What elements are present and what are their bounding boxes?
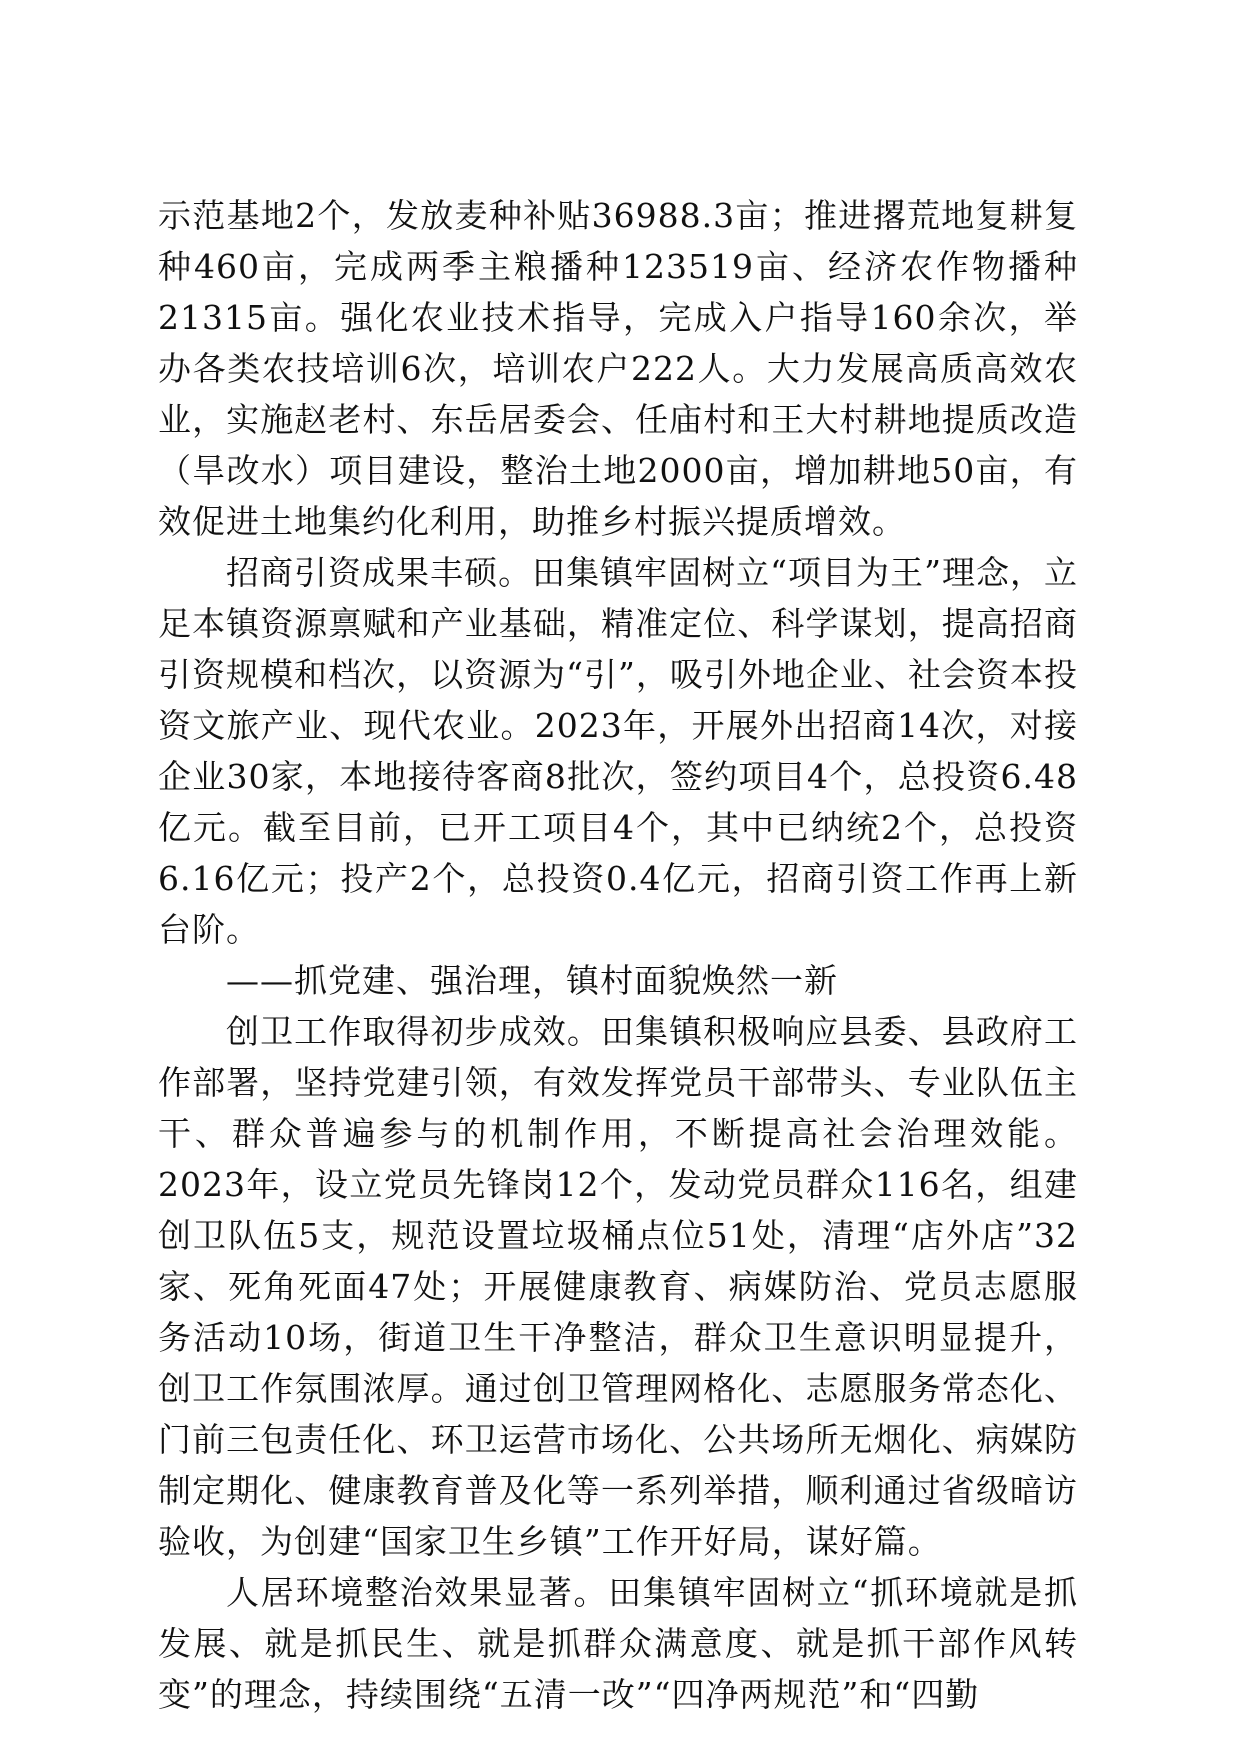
- paragraph-sanitation-work: 创卫工作取得初步成效。田集镇积极响应县委、县政府工作部署，坚持党建引领，有效发挥党员干部带头、专业队伍主干、群众普遍参与的机制作用，不断提高社会治理效能。2023年，设立党员先锋岗12个，发动党员群众116名，组建创卫队伍5支，规范设置垃圾桶点位51处，清理“店外店”32家、死角死面47处；开展健康教育、病媒防治、党员志愿服务活动10场，街道卫生干净整洁，群众卫生意识明显提升，创卫工作氛围浓厚。通过创卫管理网格化、志愿服务常态化、门前三包责任化、环卫运营市场化、公共场所无烟化、病媒防制定期化、健康教育普及化等一系列举措，顺利通过省级暗访验收，为创建“国家卫生乡镇”工作开好局，谋好篇。: [158, 1012, 1078, 1561]
- paragraph-living-environment: 人居环境整治效果显著。田集镇牢固树立“抓环境就是抓发展、就是抓民生、就是抓群众满意度、就是抓干部作风转变”的理念，持续围绕“五清一改”“四净两规范”和“四勤: [158, 1573, 1078, 1714]
- paragraph-investment-attraction: 招商引资成果丰硕。田集镇牢固树立“项目为王”理念，立足本镇资源禀赋和产业基础，精准定位、科学谋划，提高招商引资规模和档次，以资源为“引”，吸引外地企业、社会资本投资文旅产业、现代农业。2023年，开展外出招商14次，对接企业30家，本地接待客商8批次，签约项目4个，总投资6.48亿元。截至目前，已开工项目4个，其中已纳统2个，总投资6.16亿元；投产2个，总投资0.4亿元，招商引资工作再上新台阶。: [158, 553, 1078, 949]
- document-body: [158, 190, 1078, 1720]
- paragraph-agriculture-continuation: 示范基地2个，发放麦种补贴36988.3亩；推进撂荒地复耕复种460亩，完成两季主粮播种123519亩、经济农作物播种21315亩。强化农业技术指导，完成入户指导160余次，举办各类农技培训6次，培训农户222人。大力发展高质高效农业，实施赵老村、东岳居委会、任庙村和王大村耕地提质改造（旱改水）项目建设，整治土地2000亩，增加耕地50亩，有效促进土地集约化利用，助推乡村振兴提质增效。: [158, 196, 1078, 541]
- section-subheading-party-building: ——抓党建、强治理，镇村面貌焕然一新: [226, 961, 838, 1000]
